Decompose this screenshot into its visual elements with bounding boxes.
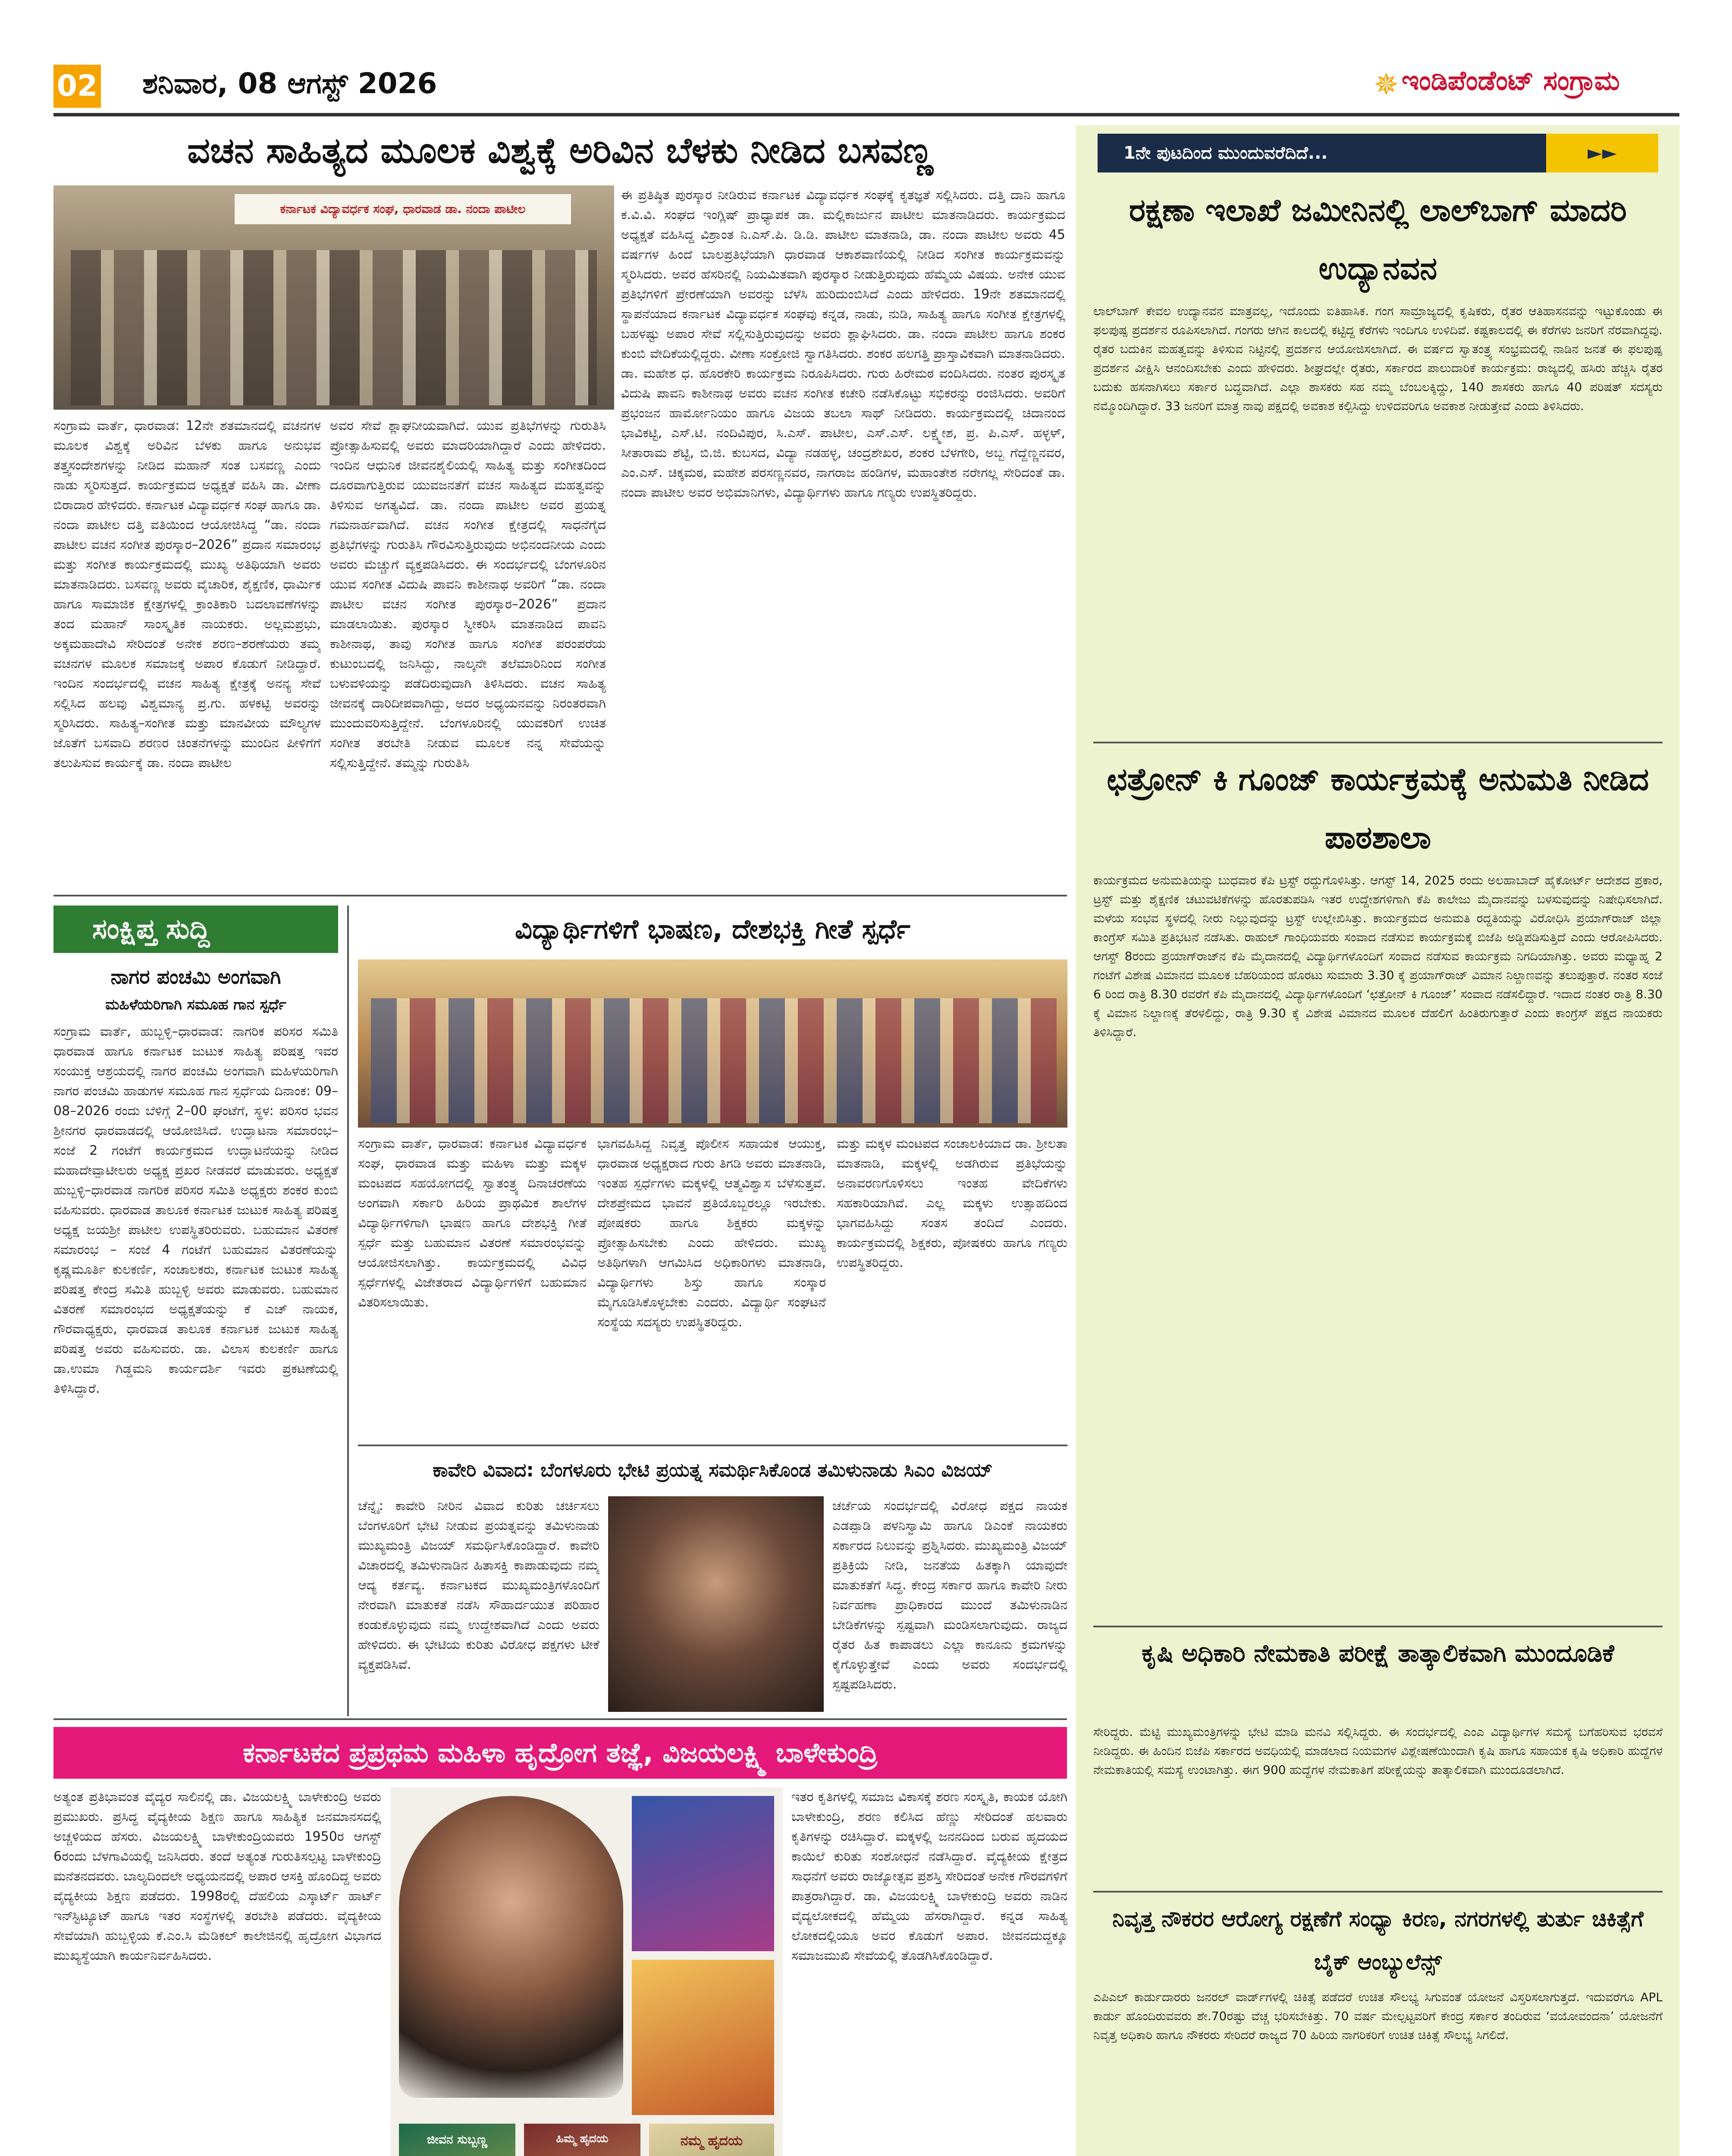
- story4-title: ನಿವೃತ್ತ ನೌಕರರ ಆರೋಗ್ಯ ರಕ್ಷಣೆಗೆ ಸಂಧ್ಯಾ ಕಿರಣ, ನಗರಗಳಲ್ಲಿ ತುರ್ತು ಚಿಕಿತ್ಸೆಗೆ ಬೈಕ್ ಆಂಬ್ಯುಲೆನ್ಸ್: [1112, 1906, 1644, 1974]
- story3-body: ಸೇರಿದ್ದರು. ಮೆಟ್ಟಿ ಮುಖ್ಯಮಂತ್ರಿಗಳನ್ನು ಭೇಟಿ ಮಾಡಿ ಮನವಿ ಸಲ್ಲಿಸಿದ್ದರು. ಈ ಸಂದರ್ಭದಲ್ಲಿ ಎಂಎ ವಿದ್ಯಾರ್ಥಿಗಳ ಸಮಸ್ಯೆ ಬಗೆಹರಿಸುವ ಭರವಸೆ ನೀಡಿದ್ದರು. ಈ ಹಿಂದಿನ ಬಿಜೆಪಿ ಸರ್ಕಾರದ ಅವಧಿಯಲ್ಲಿ ಮಾಡಲಾದ ನಿಯಮಗಳ ವಿಶ್ಲೇಷಣೆಯಿಂದಾಗಿ ಕೃಷಿ ಹಾಗೂ ಸಹಾಯಕ ಕೃಷಿ ಅಧಿಕಾರಿ ಹುದ್ದೆಗಳ ನೇಮಕಾತಿಯಲ್ಲಿ ಸಮಸ್ಯೆ ಉಂಟಾಗಿತ್ತು. ಈಗ 900 ಹುದ್ದೆಗಳ ನೇಮಕಾತಿಗೆ ಪರೀಕ್ಷೆಯನ್ನು ತಾತ್ಕಾಲಿಕವಾಗಿ ಮುಂದೂಡಲಾಗಿದೆ.: [1093, 1725, 1663, 1777]
- book-title-2: ಹಿಮ್ಮ ಹೃದಯ: [556, 2132, 609, 2145]
- page-number: 02: [53, 65, 101, 108]
- brief-subhead: ಮಹಿಳೆಯರಿಗಾಗಿ ಸಮೂಹ ಗಾನ ಸ್ಪರ್ಧೆ: [105, 996, 286, 1013]
- lead-photo: [53, 185, 614, 410]
- brief-headline: ನಾಗರ ಪಂಚಮಿ ಅಂಗವಾಗಿ: [110, 965, 281, 988]
- story3-title: ಕೃಷಿ ಅಧಿಕಾರಿ ನೇಮಕಾತಿ ಪರೀಕ್ಷೆ ತಾತ್ಕಾಲಿಕವಾಗಿ ಮುಂದೂಡಿಕೆ: [1142, 1639, 1614, 1667]
- cauvery-headline: ಕಾವೇರಿ ವಿವಾದ: ಬೆಂಗಳೂರು ಭೇಟಿ ಪ್ರಯತ್ನ ಸಮರ್ಥಿಸಿಕೊಂಡ ತಮಿಳುನಾಡು ಸಿಎಂ ವಿಜಯ್: [433, 1459, 993, 1481]
- story2-rule: [1093, 1626, 1663, 1627]
- story2-title: ಛತ್ರೋನ್ ಕಿ ಗೂಂಜ್ ಕಾರ್ಯಕ್ರಮಕ್ಕೆ ಅನುಮತಿ ನೀಡಿದ ಪಾಠಶಾಲಾ: [1107, 761, 1649, 856]
- lead-col3: ಈ ಪ್ರತಿಷ್ಠಿತ ಪುರಸ್ಕಾರ ನೀಡಿರುವ ಕರ್ನಾಟಕ ವಿದ್ಯಾವರ್ಧಕ ಸಂಘಕ್ಕೆ ಕೃತಜ್ಞತೆ ಸಲ್ಲಿಸಿದರು. ದತ್ತಿ ದಾನಿ ಹಾಗೂ ಕ.ವಿ.ವಿ. ಸಂಘದ ಇಂಗ್ಲಿಷ್ ಪ್ರಾಧ್ಯಾಪಕ ಡಾ. ಮಲ್ಲಿಕಾರ್ಜುನ ಪಾಟೀಲ ಮಾತನಾಡಿದರು. ಕಾರ್ಯಕ್ರಮದ ಅಧ್ಯಕ್ಷತೆ ವಹಿಸಿದ್ದ ವಿಶ್ರಾಂತ ನಿ.ಎಸ್.ಪಿ. ಡಿ.ಡಿ. ಪಾಟೀಲ ಮಾತನಾಡಿ, ಡಾ. ನಂದಾ ಪಾಟೀಲ ಅವರು 45 ವರ್ಷಗಳ ಹಿಂದೆ ಬಾಲಪ್ರತಿಭೆಯಾಗಿ ಧಾರವಾಡ ಆಕಾಶವಾಣಿಯಲ್ಲಿ ನೀಡಿದ ಸಂಗೀತ ಕಾರ್ಯಕ್ರಮವನ್ನು ಸ್ಮರಿಸಿದರು. ಅವರ ಹೆಸರಿನಲ್ಲಿ ನಿಯಮಿತವಾಗಿ ಪುರಸ್ಕಾರ ನೀಡುತ್ತಿರುವುದು ಹೆಮ್ಮೆಯ ವಿಷಯ. ಅನೇಕ ಯುವ ಪ್ರತಿಭೆಗಳಿಗೆ ಪ್ರೇರಣೆಯಾಗಿ ಅವರನ್ನು ಬೆಳೆಸಿ ಹುರಿದುಂಬಿಸಿದೆ ಎಂದು ಹೇಳಿದರು. 19ನೇ ಶತಮಾನದಲ್ಲಿ ಸ್ಥಾಪನೆಯಾದ ಕರ್ನಾಟಕ ವಿದ್ಯಾವರ್ಧಕ ಸಂಘವು ಕನ್ನಡ, ನಾಡು, ನುಡಿ, ಸಾಹಿತ್ಯ ಹಾಗೂ ಸಂಗೀತ ಕ್ಷೇತ್ರಗಳಲ್ಲಿ ಬಹಳಷ್ಟು ಅಪಾರ ಸೇವೆ ಸಲ್ಲಿಸುತ್ತಿರುವುದನ್ನು ಅವರು ಶ್ಲಾಘಿಸಿದರು. ಡಾ. ನಂದಾ ಪಾಟೀಲ ಹಾಗೂ ಶಂಕರ ಕುಂಬಿ ವೇದಿಕೆಯಲ್ಲಿದ್ದರು. ವೀಣಾ ಸಂಕ್ರೋಜಿ ಸ್ವಾಗತಿಸಿದರು. ಶಂಕರ ಹಲಗತ್ತಿ ಪ್ರಾಸ್ತಾವಿಕವಾಗಿ ಮಾತನಾಡಿದರು. ಡಾ. ಮಹೇಶ ಧ. ಹೊರಕೇರಿ ಕಾರ್ಯಕ್ರಮ ನಿರೂಪಿಸಿದರು. ಗುರು ಹಿರೇಮಠ ವಂದಿಸಿದರು. ನಂತರ ಪುರಸ್ಕೃತ ವಿದುಷಿ ಪಾವನಿ ಕಾಶೀನಾಥ ಅವರು ವಚನ ಸಂಗೀತ ಕಚೇರಿ ನಡೆಸಿಕೊಟ್ಟು ಸಭಿಕರನ್ನು ರಂಜಿಸಿದರು. ಅವರಿಗೆ ಪ್ರಭಂಜನ ಹಾರ್ಮೋನಿಯಂ ಹಾಗೂ ವಿಜಯ ತಬಲಾ ಸಾಥ್ ನೀಡಿದರು. ಕಾರ್ಯಕ್ರಮದಲ್ಲಿ ಚಿದಾನಂದ ಭಾವಿಕಟ್ಟಿ, ಎಸ್.ಟಿ. ನಂದಿವಿಪುರ, ಸಿ.ಎಸ್. ಪಾಟೀಲ, ಎಸ್.ಎಸ್. ಲಕ್ಷ್ಮೇಶ, ಪ್ರ. ಪಿ.ಎಸ್. ಹಳ್ಳಳ್, ಸೀತಾರಾಮ ಶೆಟ್ಟಿ, ಬಿ.ಜಿ. ಕುಬಸದ, ವಿದ್ಯಾ ನಡಹಳ್ಳ, ಚಂದ್ರಶೇಖರ, ಶಂಕರ ಬೆಳಗೇರಿ, ಅಬ್ಬ ಗೆದ್ದೆಣ್ಣನವರ, ಎಂ.ಎಸ್. ಚಿಕ್ಕಮಠ, ಮಹೇಶ ಪರಸಣ್ಣನವರ, ನಾಗರಾಜ ಹಂಡಿಗಳ, ಮಹಾಂತೇಶ ನರೇಗಲ್ಲ ಸೇರಿದಂತೆ ಡಾ. ನಂದಾ ಪಾಟೀಲ ಅವರ ಅಭಿಮಾನಿಗಳು, ವಿದ್ಯಾರ್ಥಿಗಳು ಹಾಗೂ ಗಣ್ಯರು ಉಪಸ್ಥಿತರಿದ್ದರು.: [621, 188, 1065, 500]
- brief-divider: [347, 906, 349, 1716]
- lead-photo-banner: ಕರ್ನಾಟಕ ವಿದ್ಯಾವರ್ಧಕ ಸಂಘ, ಧಾರವಾಡ ಡಾ. ನಂದಾ ಪಾಟೀಲ: [235, 194, 571, 224]
- book-cover-1: [632, 1796, 774, 1951]
- brief-label: ಸಂಕ್ಷಿಪ್ತ ಸುದ್ದಿ: [53, 906, 338, 953]
- header-rule: [53, 113, 1679, 116]
- cauvery-col2: ಚರ್ಚೆಯ ಸಂದರ್ಭದಲ್ಲಿ ವಿರೋಧ ಪಕ್ಷದ ನಾಯಕ ಎಡಪ್ಪಾಡಿ ಪಳನಿಸ್ವಾಮಿ ಹಾಗೂ ಡಿಎಂಕೆ ನಾಯಕರು ಸರ್ಕಾರದ ನಿಲುವನ್ನು ಪ್ರಶ್ನಿಸಿದರು. ಮುಖ್ಯಮಂತ್ರಿ ವಿಜಯ್ ಪ್ರತಿಕ್ರಿಯೆ ನೀಡಿ, ಜನತೆಯ ಹಿತಕ್ಕಾಗಿ ಯಾವುದೇ ಮಾತುಕತೆಗೆ ಸಿದ್ಧ. ಕೇಂದ್ರ ಸರ್ಕಾರ ಹಾಗೂ ಕಾವೇರಿ ನೀರು ನಿರ್ವಹಣಾ ಪ್ರಾಧಿಕಾರದ ಮುಂದೆ ತಮಿಳುನಾಡಿನ ಬೇಡಿಕೆಗಳನ್ನು ಸ್ಪಷ್ಟವಾಗಿ ಮಂಡಿಸಲಾಗುವುದು. ರಾಜ್ಯದ ರೈತರ ಹಿತ ಕಾಪಾಡಲು ಎಲ್ಲಾ ಕಾನೂನು ಕ್ರಮಗಳನ್ನು ಕೈಗೊಳ್ಳುತ್ತೇವೆ ಎಂದು ಅವರು ಸಂದರ್ಭದಲ್ಲಿ ಸ್ಪಷ್ಟಪಡಿಸಿದರು.: [832, 1498, 1067, 1692]
- paper-name: ಇಂಡಿಪೆಂಡೆಂಟ್ ಸಂಗ್ರಾಮ: [1402, 65, 1620, 96]
- book-cover-2: [632, 1960, 774, 2115]
- book-cover-3: [399, 2124, 515, 2156]
- book-title-3: ನಮ್ಮ ಹೃದಯ: [680, 2132, 743, 2149]
- cauvery-rule: [53, 1718, 1067, 1720]
- students-col1: ಸಂಗ್ರಾಮ ವಾರ್ತೆ, ಧಾರವಾಡ: ಕರ್ನಾಟಕ ವಿದ್ಯಾವರ್ಧಕ ಸಂಘ, ಧಾರವಾಡ ಮತ್ತು ಮಹಿಳಾ ಮತ್ತು ಮಕ್ಕಳ ಮಂಟಪದ ಸಹಯೋಗದಲ್ಲಿ ಸ್ವಾತಂತ್ರ್ಯ ದಿನಾಚರಣೆಯ ಅಂಗವಾಗಿ ಸರ್ಕಾರಿ ಹಿರಿಯ ಪ್ರಾಥಮಿಕ ಶಾಲೆಗಳ ವಿದ್ಯಾರ್ಥಿಗಳಿಗಾಗಿ ಭಾಷಣ ಹಾಗೂ ದೇಶಭಕ್ತಿ ಗೀತೆ ಸ್ಪರ್ಧೆ ಮತ್ತು ಬಹುಮಾನ ವಿತರಣೆ ಸಮಾರಂಭವನ್ನು ಆಯೋಜಿಸಲಾಗಿತ್ತು. ಕಾರ್ಯಕ್ರಮದಲ್ಲಿ ವಿವಿಧ ಸ್ಪರ್ಧೆಗಳಲ್ಲಿ ವಿಜೇತರಾದ ವಿದ್ಯಾರ್ಥಿಗಳಿಗೆ ಬಹುಮಾನ ವಿತರಿಸಲಾಯಿತು.: [358, 1136, 587, 1310]
- lead-headline: ವಚನ ಸಾಹಿತ್ಯದ ಮೂಲಕ ವಿಶ್ವಕ್ಕೆ ಅರಿವಿನ ಬೆಳಕು ನೀಡಿದ ಬಸವಣ್ಣ: [187, 130, 933, 171]
- book-cover-4: [524, 2124, 640, 2156]
- book-cover-5: [649, 2124, 774, 2156]
- crowd-figures: [71, 250, 597, 405]
- lead-col2: ಅವರ ಸೇವೆ ಶ್ಲಾಘನೀಯವಾಗಿದೆ. ಯುವ ಪ್ರತಿಭೆಗಳನ್ನು ಗುರುತಿಸಿ ಪ್ರೋತ್ಸಾಹಿಸುವಲ್ಲಿ ಅವರು ಮಾದರಿಯಾಗಿದ್ದಾರೆ ಎಂದು ಹೇಳಿದರು. ಇಂದಿನ ಆಧುನಿಕ ಜೀವನಶೈಲಿಯಲ್ಲಿ ಸಾಹಿತ್ಯ ಮತ್ತು ಸಂಗೀತದಿಂದ ದೂರವಾಗುತ್ತಿರುವ ಯುವಜನತೆಗೆ ವಚನ ಸಾಹಿತ್ಯದ ಮಹತ್ವವನ್ನು ತಿಳಿಸುವ ಅಗತ್ಯವಿದೆ. ಡಾ. ನಂದಾ ಪಾಟೀಲ ಅವರ ಪ್ರಯತ್ನ ಗಮನಾರ್ಹವಾಗಿದೆ. ವಚನ ಸಂಗೀತ ಕ್ಷೇತ್ರದಲ್ಲಿ ಸಾಧನೆಗೈದ ಪ್ರತಿಭೆಗಳನ್ನು ಗುರುತಿಸಿ ಗೌರವಿಸುತ್ತಿರುವುದು ಅಭಿನಂದನೀಯ ಎಂದು ಅವರು ಮೆಚ್ಚುಗೆ ವ್ಯಕ್ತಪಡಿಸಿದರು. ಈ ಸಂದರ್ಭದಲ್ಲಿ ಬೆಂಗಳೂರಿನ ಯುವ ಸಂಗೀತ ವಿದುಷಿ ಪಾವನಿ ಕಾಶೀನಾಥ ಅವರಿಗೆ “ಡಾ. ನಂದಾ ಪಾಟೀಲ ವಚನ ಸಂಗೀತ ಪುರಸ್ಕಾರ–2026” ಪ್ರದಾನ ಮಾಡಲಾಯಿತು. ಪುರಸ್ಕಾರ ಸ್ವೀಕರಿಸಿ ಮಾತನಾಡಿದ ಪಾವನಿ ಕಾಶೀನಾಥ, ತಾವು ಸಂಗೀತ ಹಾಗೂ ಸಂಗೀತ ಪರಂಪರೆಯ ಕುಟುಂಬದಲ್ಲಿ ಜನಿಸಿದ್ದು, ನಾಲ್ಕನೇ ತಲೆಮಾರಿನಿಂದ ಸಂಗೀತ ಬಳುವಳಿಯನ್ನು ಪಡೆದಿರುವುದಾಗಿ ತಿಳಿಸಿದರು. ವಚನ ಸಾಹಿತ್ಯ ಜೀವನಕ್ಕೆ ದಾರಿದೀಪವಾಗಿದ್ದು, ಅದರ ಅಧ್ಯಯನವನ್ನು ನಿರಂತರವಾಗಿ ಮುಂದುವರಿಸುತ್ತಿದ್ದೇನೆ. ಬೆಂಗಳೂರಿನಲ್ಲಿ ಯುವಕರಿಗೆ ಉಚಿತ ಸಂಗೀತ ತರಬೇತಿ ನೀಡುವ ಮೂಲಕ ನನ್ನ ಸೇವೆಯನ್ನು ಸಲ್ಲಿಸುತ್ತಿದ್ದೇನೆ. ತಮ್ಮನ್ನು ಗುರುತಿಸಿ: [330, 418, 606, 771]
- cauvery-col1: ಚೆನ್ನೈ: ಕಾವೇರಿ ನೀರಿನ ವಿವಾದ ಕುರಿತು ಚರ್ಚಿಸಲು ಬೆಂಗಳೂರಿಗೆ ಭೇಟಿ ನೀಡುವ ಪ್ರಯತ್ನವನ್ನು ತಮಿಳುನಾಡು ಮುಖ್ಯಮಂತ್ರಿ ವಿಜಯ್ ಸಮರ್ಥಿಸಿಕೊಂಡಿದ್ದಾರೆ. ಕಾವೇರಿ ವಿಚಾರದಲ್ಲಿ ತಮಿಳುನಾಡಿನ ಹಿತಾಸಕ್ತಿ ಕಾಪಾಡುವುದು ನಮ್ಮ ಆದ್ಯ ಕರ್ತವ್ಯ. ಕರ್ನಾಟಕದ ಮುಖ್ಯಮಂತ್ರಿಗಳೊಂದಿಗೆ ನೇರವಾಗಿ ಮಾತುಕತೆ ನಡೆಸಿ ಸೌಹಾರ್ದಯುತ ಪರಿಹಾರ ಕಂಡುಕೊಳ್ಳುವುದು ನಮ್ಮ ಉದ್ದೇಶವಾಗಿದೆ ಎಂದು ಅವರು ಹೇಳಿದರು. ಈ ಭೇಟಿಯ ಕುರಿತು ವಿರೋಧ ಪಕ್ಷಗಳು ಟೀಕೆ ವ್ಯಕ್ತಪಡಿಸಿವೆ.: [358, 1498, 599, 1672]
- story4-body: ಎಪಿಎಲ್ ಕಾರ್ಡುದಾರರು ಜನರಲ್ ವಾರ್ಡ್‍ಗಳಲ್ಲಿ ಚಿಕಿತ್ಸೆ ಪಡೆದರೆ ಉಚಿತ ಸೌಲಭ್ಯ ಸಿಗುವಂತೆ ಯೋಜನೆ ವಿಸ್ತರಿಸಲಾಗುತ್ತದೆ. ಇದುವರೆಗೂ APL ಕಾರ್ಡು ಹೊಂದಿರುವವರು ಶೇ.70ರಷ್ಟು ವೆಚ್ಚ ಭರಿಸಬೇಕಿತ್ತು. 70 ವರ್ಷ ಮೇಲ್ಪಟ್ಟವರಿಗೆ ಕೇಂದ್ರ ಸರ್ಕಾರ ತಂದಿರುವ ‘ವಯೋವಂದನಾ’ ಯೋಜನೆಗೆ ನಿವೃತ್ತ ಅಧಿಕಾರಿ ಹಾಗೂ ನೌಕರರು ಸೇರಿದರೆ ರಾಜ್ಯದ 70 ಹಿರಿಯ ನಾಗರಿಕರಿಗೆ ಉಚಿತ ಚಿಕಿತ್ಸೆ ಸೌಲಭ್ಯ ಸಿಗಲಿದೆ.: [1093, 1990, 1663, 2042]
- story1-title: ರಕ್ಷಣಾ ಇಲಾಖೆ ಜಮೀನಿನಲ್ಲಿ ಲಾಲ್‍ಬಾಗ್ ಮಾದರಿ ಉದ್ಯಾನವನ: [1129, 192, 1627, 286]
- doctor-portrait: [399, 1796, 623, 2098]
- book-title-1: ಜೀವನ ಸುಬ್ಬಣ್ಣ: [427, 2132, 487, 2147]
- students-col2: ಭಾಗವಹಿಸಿದ್ದ ನಿವೃತ್ತ ಪೊಲೀಸ ಸಹಾಯಕ ಆಯುಕ್ತ, ಧಾರವಾಡ ಅಧ್ಯಕ್ಷರಾದ ಗುರು ತಿಗಡಿ ಅವರು ಮಾತನಾಡಿ, ಇಂತಹ ಸ್ಪರ್ಧೆಗಳು ಮಕ್ಕಳಲ್ಲಿ ಆತ್ಮವಿಶ್ವಾಸ ಬೆಳೆಸುತ್ತವೆ. ದೇಶಪ್ರೇಮದ ಭಾವನೆ ಪ್ರತಿಯೊಬ್ಬರಲ್ಲೂ ಇರಬೇಕು. ಪೋಷಕರು ಹಾಗೂ ಶಿಕ್ಷಕರು ಮಕ್ಕಳನ್ನು ಪ್ರೋತ್ಸಾಹಿಸಬೇಕು ಎಂದು ಹೇಳಿದರು. ಮುಖ್ಯ ಅತಿಥಿಗಳಾಗಿ ಆಗಮಿಸಿದ ಅಧಿಕಾರಿಗಳು ಮಾತನಾಡಿ, ವಿದ್ಯಾರ್ಥಿಗಳು ಶಿಸ್ತು ಹಾಗೂ ಸಂಸ್ಕಾರ ಮೈಗೂಡಿಸಿಕೊಳ್ಳಬೇಕು ಎಂದರು. ವಿದ್ಯಾರ್ಥಿ ಸಂಘಟನೆ ಸಂಸ್ಥೆಯ ಸದಸ್ಯರು ಉಪಸ್ಥಿತರಿದ್ದರು.: [597, 1136, 826, 1330]
- continued-column: [1076, 125, 1680, 2156]
- students-rule: [358, 1445, 1067, 1446]
- students-photo: [358, 959, 1067, 1128]
- continued-arrow-icon: ►►: [1546, 134, 1658, 172]
- brief-body: ಸಂಗ್ರಾಮ ವಾರ್ತೆ, ಹುಬ್ಬಳ್ಳಿ–ಧಾರವಾಡ: ನಾಗರಿಕ ಪರಿಸರ ಸಮಿತಿ ಧಾರವಾಡ ಹಾಗೂ ಕರ್ನಾಟಕ ಜುಟುಕ ಸಾಹಿತ್ಯ ಪರಿಷತ್ತ ಇವರ ಸಂಯುಕ್ತ ಆಶ್ರಯದಲ್ಲಿ ನಾಗರ ಪಂಚಮಿ ಅಂಗವಾಗಿ ಮಹಿಳೆಯರಿಗಾಗಿ ನಾಗರ ಪಂಚಮಿ ಹಾಡುಗಳ ಸಮೂಹ ಗಾನ ಸ್ಪರ್ಧೆಯ ದಿನಾಂಕ: 09–08–2026 ರಂದು ಬೆಳಿಗ್ಗೆ 2–00 ಘಂಟೆಗೆ, ಸ್ಥಳ: ಪರಿಸರ ಭವನ ಶ್ರೀನಗರ ಧಾರವಾಡದಲ್ಲಿ ಆಯೋಜಿಸಿದೆ. ಉದ್ಘಾಟನಾ ಸಮಾರಂಭ– ಸಂಜೆ 2 ಗಂಟೆಗೆ ಕಾರ್ಯಕ್ರಮದ ಉದ್ಘಾಟನೆಯನ್ನು ನೀಡಿದ ಮಹಾದೇವ್ಪಾಟೀಲರು ಅಧ್ಯಕ್ಷ ಪ್ರಖರ ನೀಡವರೆ ಮಾಡುವರು. ಅಧ್ಯಕ್ಷತೆ ಹುಬ್ಬಳ್ಳಿ–ಧಾರವಾಡ ನಾಗರಿಕ ಪರಿಸರ ಸಮಿತಿ ಅಧ್ಯಕ್ಷರು ಶಂಕರ ಕುಂಬಿ ವಹಿಸುವರು. ಧಾರವಾಡ ತಾಲೂಕ ಕರ್ನಾಟಕ ಜುಟುಕ ಸಾಹಿತ್ಯ ಪರಿಷತ್ತ ಅಧ್ಯಕ್ಷ ಜಯಶ್ರೀ ಪಾಟೀಲ ಉಪಸ್ಥಿತರಿರುವರು. ಬಹುಮಾನ ವಿತರಣೆ ಸಮಾರಂಭ – ಸಂಜೆ 4 ಗಂಟೆಗೆ ಬಹುಮಾನ ವಿತರಣೆಯನ್ನು ಕೃಷ್ಣಮೂರ್ತಿ ಕುಲಕರ್ಣಿ, ಸಂಚಾಲಕರು, ಕರ್ನಾಟಕ ಜುಟುಕ ಸಾಹಿತ್ಯ ಪರಿಷತ್ತ ಕೇಂದ್ರ ಸಮಿತಿ ಹುಬ್ಬಳ್ಳಿ ಅವರು ಮಾಡುವರು. ಬಹುಮಾನ ವಿತರಣೆ ಸಮಾರಂಭದ ಅಧ್ಯಕ್ಷತೆಯನ್ನು ಕೆ ಎಚ್ ನಾಯಕ, ಗೌರವಾಧ್ಯಕ್ಷರು, ಧಾರವಾಡ ತಾಲೂಕ ಕರ್ನಾಟಕ ಜುಟುಕ ಸಾಹಿತ್ಯ ಪರಿಷತ್ತ ಅವರು ವಹಿಸುವರು. ಡಾ. ವಿಲಾಸ ಕುಲಕರ್ಣಿ ಹಾಗೂ ಡಾ.ಉಮಾ ಗಿಡ್ಡಮನಿ ಕಾರ್ಯದರ್ಶಿ ಇವರು ಪ್ರಕಟಣೆಯಲ್ಲಿ ತಿಳಿಸಿದ್ದಾರೆ.: [53, 1024, 338, 1396]
- cm-photo: [608, 1496, 824, 1712]
- cardio-col1: ಅತ್ಯಂತ ಪ್ರತಿಭಾವಂತ ವೈದ್ಯರ ಸಾಲಿನಲ್ಲಿ ಡಾ. ವಿಜಯಲಕ್ಷ್ಮಿ ಬಾಳೇಕುಂದ್ರಿ ಅವರು ಪ್ರಮುಖರು. ಪ್ರಸಿದ್ಧ ವೈದ್ಯಕೀಯ ಶಿಕ್ಷಣ ಹಾಗೂ ಸಾಹಿತ್ಯಿಕ ಜನಮಾನಸದಲ್ಲಿ ಅಚ್ಚಳಿಯದ ಹೆಸರು. ವಿಜಯಲಕ್ಷ್ಮಿ ಬಾಳೇಕುಂದ್ರಿಯವರು 1950ರ ಆಗಸ್ಟ್ 6ರಂದು ಬೆಳಗಾವಿಯಲ್ಲಿ ಜನಿಸಿದರು. ತಂದೆ ಅತ್ಯಂತ ಗುರುತಿಸಲ್ಪಟ್ಟ ಬಾಳೇಕುಂದ್ರಿ ಮನೆತನದವರು. ಬಾಲ್ಯದಿಂದಲೇ ಅಧ್ಯಯನದಲ್ಲಿ ಅಪಾರ ಆಸಕ್ತಿ ಹೊಂದಿದ್ದ ಅವರು ವೈದ್ಯಕೀಯ ಶಿಕ್ಷಣ ಪಡೆದರು. 1998ರಲ್ಲಿ ದೆಹಲಿಯ ಎಸ್ಕಾರ್ಟ್ ಹಾರ್ಟ್ ಇನ್‍ಸ್ಟಿಟ್ಯೂಟ್ ಹಾಗೂ ಇತರ ಸಂಸ್ಥೆಗಳಲ್ಲಿ ತರಬೇತಿ ಪಡೆದರು. ವೈದ್ಯಕೀಯ ಸೇವೆಯಾಗಿ ಹುಬ್ಬಳ್ಳಿಯ ಕೆ.ಎಂ.ಸಿ ಮೆಡಿಕಲ್ ಕಾಲೇಜಿನಲ್ಲಿ ಹೃದ್ರೋಗ ವಿಭಾಗದ ಮುಖ್ಯಸ್ಥೆಯಾಗಿ ಕಾರ್ಯನಿರ್ವಹಿಸಿದರು.: [53, 1789, 381, 1963]
- cardio-col2: ಇತರ ಕೃತಿಗಳಲ್ಲಿ ಸಮಾಜ ವಿಕಾಸಕ್ಕೆ ಶರಣ ಸಂಸ್ಕೃತಿ, ಕಾಯಕ ಯೋಗಿ ಬಾಳೇಕುಂದ್ರಿ, ಶರಣ ಕಲಿಸಿದ ಹೆಣ್ಣು ಸೇರಿದಂತೆ ಹಲವಾರು ಕೃತಿಗಳನ್ನು ರಚಿಸಿದ್ದಾರೆ. ಮಕ್ಕಳಲ್ಲಿ ಜನನದಿಂದ ಬರುವ ಹೃದಯದ ಕಾಯಿಲೆ ಕುರಿತು ಸಂಶೋಧನೆ ನಡೆಸಿದ್ದಾರೆ. ವೈದ್ಯಕೀಯ ಕ್ಷೇತ್ರದ ಸಾಧನೆಗೆ ಅವರು ರಾಜ್ಯೋತ್ಸವ ಪ್ರಶಸ್ತಿ ಸೇರಿದಂತೆ ಅನೇಕ ಗೌರವಗಳಿಗೆ ಪಾತ್ರರಾಗಿದ್ದಾರೆ. ಡಾ. ವಿಜಯಲಕ್ಷ್ಮಿ ಬಾಳೇಕುಂದ್ರಿ ಅವರು ನಾಡಿನ ವೈದ್ಯಲೋಕದಲ್ಲಿ ಹೆಮ್ಮೆಯ ಹೆಸರಾಗಿದ್ದಾರೆ. ಕನ್ನಡ ಸಾಹಿತ್ಯ ಲೋಕದಲ್ಲಿಯೂ ಅವರ ಕೊಡುಗೆ ಅಪಾರ. ಜೀವನದುದ್ದಕ್ಕೂ ಸಮಾಜಮುಖಿ ಸೇವೆಯಲ್ಲಿ ತೊಡಗಿಸಿಕೊಂಡಿದ್ದಾರೆ.: [791, 1789, 1067, 1963]
- students-headline: ವಿದ್ಯಾರ್ಥಿಗಳಿಗೆ ಭಾಷಣ, ದೇಶಭಕ್ತಿ ಗೀತೆ ಸ್ಪರ್ಧೆ: [515, 913, 910, 945]
- lead-col1: ಸಂಗ್ರಾಮ ವಾರ್ತೆ, ಧಾರವಾಡ: 12ನೇ ಶತಮಾನದಲ್ಲಿ ವಚನಗಳ ಮೂಲಕ ವಿಶ್ವಕ್ಕೆ ಅರಿವಿನ ಬೆಳಕು ಹಾಗೂ ಅನುಭವ ತತ್ತ್ವಸಂದೇಶಗಳನ್ನು ನೀಡಿದ ಮಹಾನ್ ಸಂತ ಬಸವಣ್ಣ ಎಂದು ನಾಡು ಸ್ಮರಿಸುತ್ತದೆ. ಕಾರ್ಯಕ್ರಮದ ಅಧ್ಯಕ್ಷತೆ ವಹಿಸಿ ಡಾ. ವೀಣಾ ಬಿರಾದಾರ ಹೇಳಿದರು. ಕರ್ನಾಟಕ ವಿದ್ಯಾವರ್ಧಕ ಸಂಘ ಹಾಗೂ ಡಾ. ನಂದಾ ಪಾಟೀಲ ದತ್ತಿ ವತಿಯಿಂದ ಆಯೋಜಿಸಿದ್ದ “ಡಾ. ನಂದಾ ಪಾಟೀಲ ವಚನ ಸಂಗೀತ ಪುರಸ್ಕಾರ–2026” ಪ್ರದಾನ ಸಮಾರಂಭ ಮತ್ತು ಸಂಗೀತ ಕಾರ್ಯಕ್ರಮದಲ್ಲಿ ಮುಖ್ಯ ಅತಿಥಿಯಾಗಿ ಅವರು ಮಾತನಾಡಿದರು. ಬಸವಣ್ಣ ಅವರು ವೈಚಾರಿಕ, ಶೈಕ್ಷಣಿಕ, ಧಾರ್ಮಿಕ ಹಾಗೂ ಸಾಮಾಜಿಕ ಕ್ಷೇತ್ರಗಳಲ್ಲಿ ಕ್ರಾಂತಿಕಾರಿ ಬದಲಾವಣೆಗಳನ್ನು ತಂದ ಮಹಾನ್ ಸಾಂಸ್ಕೃತಿಕ ನಾಯಕರು. ಅಲ್ಲಮಪ್ರಭು, ಅಕ್ಕಮಹಾದೇವಿ ಸೇರಿದಂತೆ ಅನೇಕ ಶರಣ–ಶರಣೆಯರು ತಮ್ಮ ವಚನಗಳ ಮೂಲಕ ಸಮಾಜಕ್ಕೆ ಅಪಾರ ಕೊಡುಗೆ ನೀಡಿದ್ದಾರೆ. ಇಂದಿನ ಸಂದರ್ಭದಲ್ಲಿ ವಚನ ಸಾಹಿತ್ಯ ಕ್ಷೇತ್ರಕ್ಕೆ ಅನನ್ಯ ಸೇವೆ ಸಲ್ಲಿಸಿದ ಹಲವು ವಿಶ್ವಮಾನ್ಯ ಪ್ರ.ಗು. ಹಳಕಟ್ಟಿ ಅವರನ್ನು ಸ್ಮರಿಸಿದರು. ಸಾಹಿತ್ಯ–ಸಂಗೀತ ಮತ್ತು ಮಾನವೀಯ ಮೌಲ್ಯಗಳ ಜೊತೆಗೆ ಬಸವಾದಿ ಶರಣರ ಚಿಂತನೆಗಳನ್ನು ಮುಂದಿನ ಪೀಳಿಗೆಗೆ ತಲುಪಿಸುವ ಕಾರ್ಯಕ್ಕೆ ಡಾ. ನಂದಾ ಪಾಟೀಲ: [53, 418, 321, 771]
- story2-body: ಕಾರ್ಯಕ್ರಮದ ಅನುಮತಿಯನ್ನು ಬುಧವಾರ ಕೆಪಿ ಟ್ರಸ್ಟ್ ರದ್ದುಗೊಳಿಸಿತ್ತು. ಆಗಸ್ಟ್ 14, 2025 ರಂದು ಅಲಹಾಬಾದ್ ಹೈಕೋರ್ಟ್ ಆದೇಶದ ಪ್ರಕಾರ, ಟ್ರಸ್ಟ್ ಮತ್ತು ಶೈಕ್ಷಣಿಕ ಚಟುವಟಿಕೆಗಳನ್ನು ಹೊರತುಪಡಿಸಿ ಇತರ ಉದ್ದೇಶಗಳಿಗಾಗಿ ಕೆಪಿ ಕಾಲೇಜು ಮೈದಾನವನ್ನು ಬಳಸುವುದನ್ನು ನಿಷೇಧಿಸಲಾಗಿದೆ. ಮಳೆಯ ಸಂಭವ ಸ್ಥಳದಲ್ಲಿ ನೀರು ನಿಲ್ಲುವುದನ್ನು ಟ್ರಸ್ಟ್ ಉಲ್ಲೇಖಿಸಿತ್ತು. ಕಾರ್ಯಕ್ರಮದ ಅನುಮತಿ ರದ್ದತಿಯನ್ನು ವಿರೋಧಿಸಿ ಪ್ರಯಾಗ್‍ರಾಜ್ ಜಿಲ್ಲಾ ಕಾಂಗ್ರೆಸ್ ಸಮಿತಿ ಪ್ರತಿಭಟನೆ ನಡೆಸಿತು. ರಾಹುಲ್ ಗಾಂಧಿಯವರು ಸಂವಾದ ನಡೆಸುವ ಕಾರ್ಯಕ್ರಮಕ್ಕೆ ಬಿಜೆಪಿ ಅಡ್ಡಿಪಡಿಸುತ್ತಿದೆ ಎಂದು ಆರೋಪಿಸಿದರು. ಆಗಸ್ಟ್ 8ರಂದು ಪ್ರಯಾಗ್‍ರಾಜ್‍ನ ಕೆಪಿ ಮೈದಾನದಲ್ಲಿ ವಿದ್ಯಾರ್ಥಿಗಳೊಂದಿಗೆ ಸಂವಾದ ನಡೆಸುವ ಕಾರ್ಯಕ್ರಮ ನಿಗದಿಯಾಗಿತ್ತು. ಅವರು ಮಧ್ಯಾಹ್ನ 2 ಗಂಟೆಗೆ ವಿಶೇಷ ವಿಮಾನದ ಮೂಲಕ ಬೆಹರಿಯಂದ ಹೊರಟು ಸುಮಾರು 3.30 ಕ್ಕೆ ಪ್ರಯಾಗ್‍ರಾಜ್ ವಿಮಾನ ನಿಲ್ದಾಣವನ್ನು ತಲುಪುತ್ತಾರೆ. ನಂತರ ಸಂಜೆ 6 ರಿಂದ ರಾತ್ರಿ 8.30 ರವರೆಗೆ ಕೆಪಿ ಮೈದಾನದಲ್ಲಿ ವಿದ್ಯಾರ್ಥಿಗಳೊಂದಿಗೆ ‘ಛತ್ರೋನ್ ಕಿ ಗೂಂಜ್’ ಸಂವಾದ ನಡೆಸಲಿದ್ದಾರೆ. ಇದಾದ ನಂತರ ರಾತ್ರಿ 8.30 ಕ್ಕೆ ವಿಮಾನ ನಿಲ್ದಾಣಕ್ಕೆ ತೆರಳಲಿದ್ದು, ರಾತ್ರಿ 9.30 ಕ್ಕೆ ವಿಶೇಷ ವಿಮಾನದ ಮೂಲಕ ದೆಹಲಿಗೆ ಹಿಂತಿರುಗುತ್ತಾರೆ ಎಂದು ಕಾಂಗ್ರೆಸ್ ಪಕ್ಷದ ನಾಯಕರು ತಿಳಿಸಿದ್ದಾರೆ.: [1093, 873, 1663, 1039]
- continued-bar: 1ನೇ ಪುಟದಿಂದ ಮುಂದುವರೆದಿದೆ...: [1098, 134, 1546, 172]
- story3-rule: [1093, 1891, 1663, 1893]
- section-rule: [53, 895, 1067, 896]
- cardio-headline: ಕರ್ನಾಟಕದ ಪ್ರಪ್ರಥಮ ಮಹಿಳಾ ಹೃದ್ರೋಗ ತಜ್ಞೆ, ವಿಜಯಲಕ್ಷ್ಮಿ ಬಾಳೇಕುಂದ್ರಿ: [53, 1727, 1067, 1779]
- doctor-photo: [390, 1787, 783, 2156]
- issue-date: ಶನಿವಾರ, 08 ಆಗಸ್ಟ್ 2026: [142, 67, 437, 100]
- story1-rule: [1093, 742, 1663, 743]
- lamp-icon: ✵: [1374, 67, 1399, 102]
- students-col3: ಮತ್ತು ಮಕ್ಕಳ ಮಂಟಪದ ಸಂಚಾಲಕಿಯಾದ ಡಾ. ಶ್ರೀಲತಾ ಮಾತನಾಡಿ, ಮಕ್ಕಳಲ್ಲಿ ಅಡಗಿರುವ ಪ್ರತಿಭೆಯನ್ನು ಅನಾವರಣಗೊಳಿಸಲು ಇಂತಹ ವೇದಿಕೆಗಳು ಸಹಕಾರಿಯಾಗಿವೆ. ಎಲ್ಲ ಮಕ್ಕಳು ಉತ್ಸಾಹದಿಂದ ಭಾಗವಹಿಸಿದ್ದು ಸಂತಸ ತಂದಿದೆ ಎಂದರು. ಕಾರ್ಯಕ್ರಮದಲ್ಲಿ ಶಿಕ್ಷಕರು, ಪೋಷಕರು ಹಾಗೂ ಗಣ್ಯರು ಉಪಸ್ಥಿತರಿದ್ದರು.: [837, 1136, 1067, 1270]
- students-figures: [371, 998, 1057, 1123]
- story1-body: ಲಾಲ್‍ಬಾಗ್ ಕೇವಲ ಉದ್ಯಾನವನ ಮಾತ್ರವಲ್ಲ, ಇದೊಂದು ಐತಿಹಾಸಿಕ. ಗಂಗ ಸಾಮ್ರಾಜ್ಯದಲ್ಲಿ ಕೃಷಿಕರು, ರೈತರ ಆತಿಹಾಸನವನ್ನು ಇಟ್ಟುಕೊಂಡು ಈ ಫಲಪುಷ್ಪ ಪ್ರದರ್ಶನ ರೂಪಿಸಲಾಗಿದೆ. ಗಂಗರು ಆಗಿನ ಕಾಲದಲ್ಲಿ ಕಟ್ಟಿದ್ದ ಕೆರೆಗಳು ಇಂದಿಗೂ ಉಳಿದಿವೆ. ಕಷ್ಟಕಾಲದಲ್ಲಿ ಈ ಕೆರೆಗಳು ಜನರಿಗೆ ನೆರವಾಗಿದ್ದವು. ರೈತರ ಬದುಕಿನ ಮಹತ್ವವನ್ನು ತಿಳಿಸುವ ನಿಟ್ಟಿನಲ್ಲಿ ಪ್ರದರ್ಶನ ಆಯೋಜಿಸಲಾಗಿದೆ. ಈ ವರ್ಷದ ಸ್ವಾತಂತ್ರ್ಯ ಸಂಭ್ರಮದಲ್ಲಿ ನಾಡಿನ ಜನತೆ ಈ ಫಲಪುಷ್ಪ ಪ್ರದರ್ಶನ ವೀಕ್ಷಿಸಿ ಆನಂದಿಸಬೇಕು ಎಂದು ಹೇಳಿದರು. ಶೀಘ್ರದಲ್ಲೇ ರೈತರು, ಸರ್ಕಾರದ ಪಾಲುದಾರಿಕೆ ಕಾರ್ಯಕ್ರಮ: ರಾಜ್ಯದಲ್ಲಿ ಹಸಿರು ಹೆಚ್ಚಿಸಿ ರೈತರ ಬದುಕು ಹಸನಾಗಿಸಲು ಸರ್ಕಾರ ಬದ್ಧವಾಗಿದೆ. ಎಲ್ಲಾ ಶಾಸಕರು ಸಹ ನಮ್ಮ ಬೆಂಬಲಕ್ಕಿದ್ದು, 140 ಶಾಸಕರು ಹಾಗೂ 40 ಪರಿಷತ್ ಸದಸ್ಯರು ನಮ್ಮೊಂದಿಗಿದ್ದಾರೆ. 33 ಜನರಿಗೆ ಮಾತ್ರ ನಾವು ಪಕ್ಷದಲ್ಲಿ ಅವಕಾಶ ಕಲ್ಪಿಸಿದ್ದು ಉಳಿದವರಿಗೂ ಅವಕಾಶ ನೀಡುತ್ತೇವೆ ಎಂದು ತಿಳಿಸಿದರು.: [1093, 304, 1663, 413]
